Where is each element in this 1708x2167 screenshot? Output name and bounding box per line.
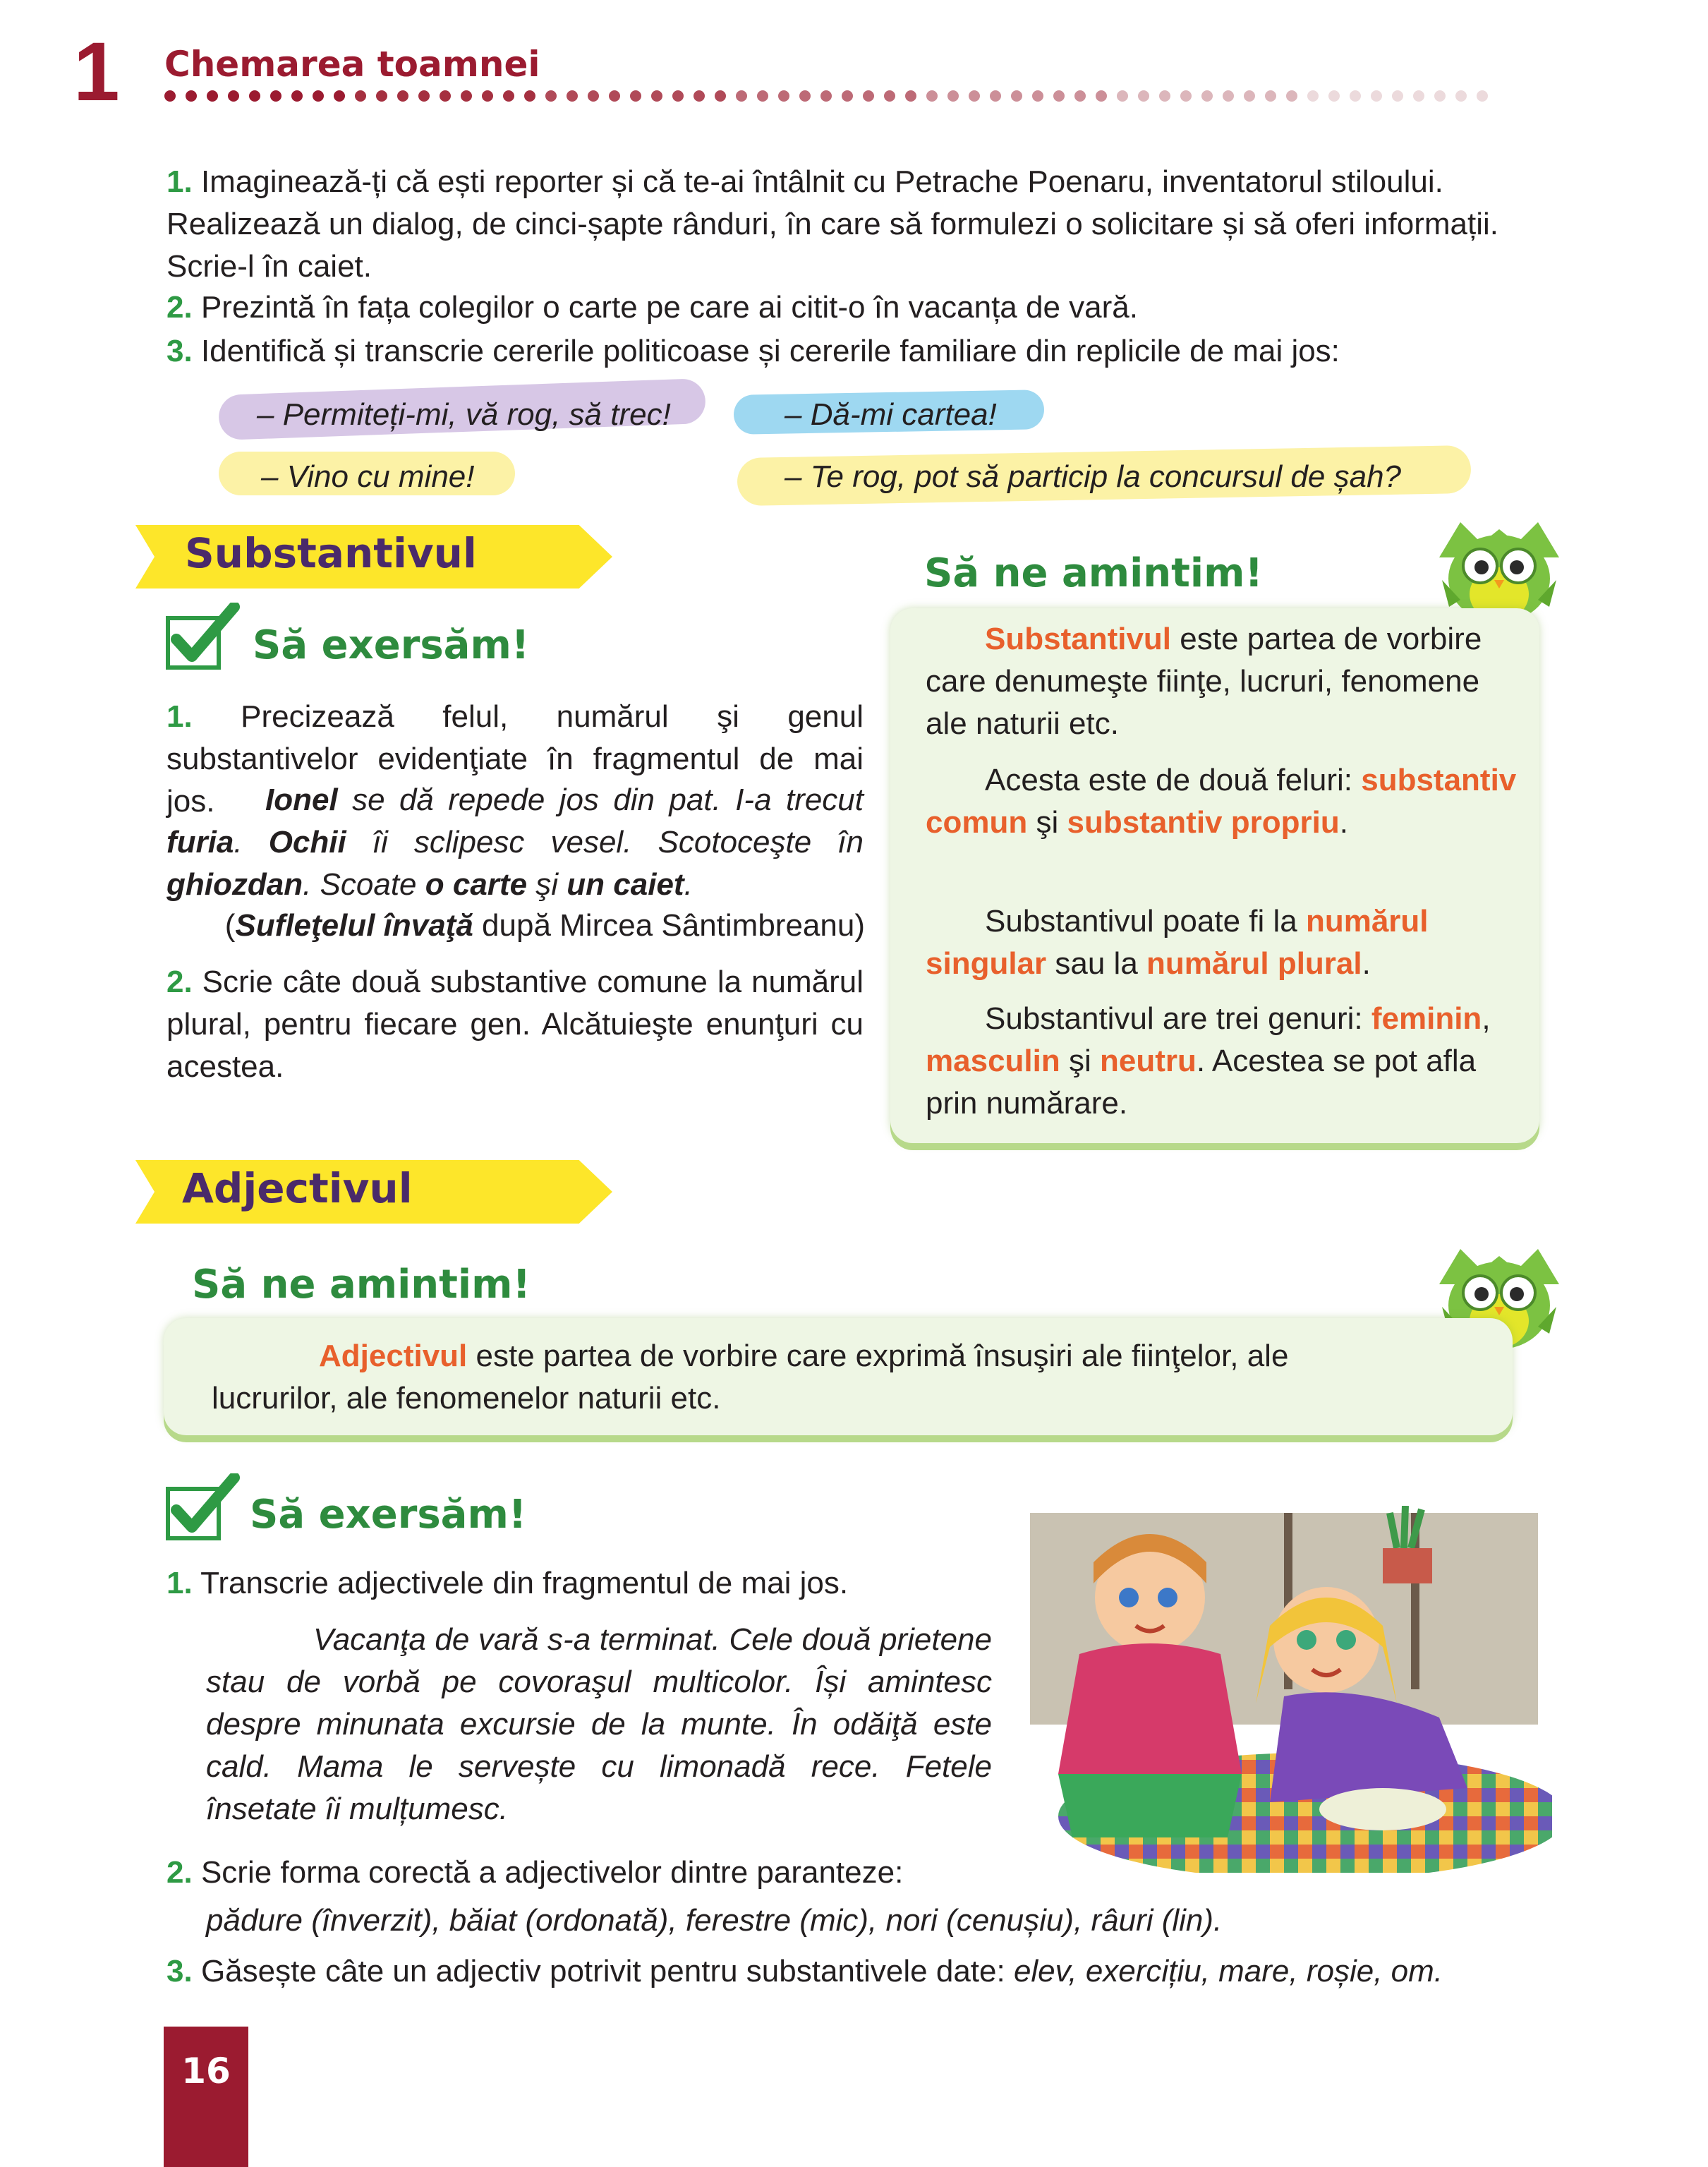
fragment-text: îi sclipesc vesel. Scotoceşte în	[346, 825, 864, 859]
checkmark-icon	[164, 1473, 241, 1544]
section-title-adjectivul: Adjectivul	[182, 1164, 413, 1212]
intro-exercise-2	[166, 286, 1542, 329]
exercise-text: Imaginează-ți că ești reporter și că te-ai întâlnit cu Petrache Poenaru, inventatorul stiloului. Realizează un dialog, de cinci-șapte rânduri, în care să formulezi o solicitare și să oferi informații. Scrie-l în caiet.	[166, 164, 1498, 284]
header-dot	[1455, 90, 1467, 102]
header-dot	[588, 90, 599, 102]
highlight-term: substantiv propriu	[1067, 805, 1340, 840]
source-open: (	[224, 908, 236, 943]
fragment-text: şi	[527, 867, 567, 902]
fragment-text: .	[684, 867, 693, 902]
header-dot	[1392, 90, 1403, 102]
header-dot	[567, 90, 578, 102]
definition-text: .	[1362, 946, 1371, 981]
header-dot	[440, 90, 451, 102]
reply-polite-2: – Te rog, pot să particip la concursul de șah?	[785, 459, 1402, 494]
header-dot	[1265, 90, 1276, 102]
exercise-items: elev, exercițiu, mare, roșie, om.	[1013, 1954, 1443, 1988]
header-dot	[1350, 90, 1361, 102]
header-dot	[313, 90, 324, 102]
exercise-number: 3.	[166, 1954, 193, 1988]
substantiv-fragment	[166, 779, 864, 906]
exercise-number: 2.	[166, 1855, 193, 1890]
highlight-term: neutru	[1099, 1044, 1197, 1078]
exercise-number: 1.	[166, 1566, 193, 1600]
section-title-substantivul: Substantivul	[185, 529, 477, 577]
fragment-text: se dă repede jos din pat. I-a trecut	[337, 783, 864, 817]
header-dot	[778, 90, 789, 102]
header-dot	[1413, 90, 1424, 102]
remember-substantiv-p1	[926, 618, 1518, 745]
header-dot	[1434, 90, 1446, 102]
header-dot	[1477, 90, 1488, 102]
exercise-text: Găsește câte un adjectiv potrivit pentru substantivele date:	[200, 1954, 1014, 1988]
definition-text: . Acestea se pot afla prin numărare.	[926, 1044, 1477, 1121]
header-dot	[863, 90, 874, 102]
chapter-title: Chemarea toamnei	[164, 44, 540, 85]
source-title: Sufleţelul învaţă	[235, 908, 473, 943]
header-dot	[1032, 90, 1043, 102]
header-dot	[1286, 90, 1297, 102]
definition-text: Acesta este de două feluri:	[985, 763, 1362, 797]
header-dot	[1180, 90, 1192, 102]
header-dot	[694, 90, 705, 102]
header-dot	[524, 90, 535, 102]
adjectiv-exercise-3	[166, 1950, 1549, 1993]
header-dot	[186, 90, 197, 102]
header-dot	[228, 90, 239, 102]
header-dot	[207, 90, 218, 102]
header-dot	[1096, 90, 1107, 102]
header-dot	[926, 90, 938, 102]
exersam-title-substantiv: Să exersăm!	[253, 622, 530, 668]
header-dot	[1074, 90, 1086, 102]
header-dot	[820, 90, 832, 102]
remember-substantiv-p3	[926, 900, 1518, 985]
header-dot	[503, 90, 514, 102]
highlight-term: feminin	[1371, 1001, 1482, 1036]
intro-exercise-3	[166, 330, 1542, 373]
exercise-text: Scrie forma corectă a adjectivelor dintre paranteze:	[200, 1855, 904, 1890]
header-dot	[1159, 90, 1170, 102]
chapter-number: 1	[73, 25, 120, 119]
header-dot	[630, 90, 641, 102]
highlight-term: numărul plural	[1146, 946, 1362, 981]
highlight-term: masculin	[926, 1044, 1060, 1078]
header-dot	[1328, 90, 1340, 102]
fragment-noun: Ochii	[268, 825, 346, 859]
definition-text: şi	[1027, 805, 1067, 840]
header-dot	[651, 90, 662, 102]
header-dot	[884, 90, 895, 102]
exercise-number: 1.	[166, 164, 193, 199]
exercise-text: Scrie câte două substantive comune la numărul plural, pentru fiecare gen. Alcătuieşte enunţuri cu acestea.	[166, 965, 864, 1084]
fragment-noun: furia	[166, 825, 234, 859]
fragment-source	[188, 905, 865, 947]
substantiv-exercise-2	[166, 961, 864, 1088]
header-dot	[1307, 90, 1319, 102]
header-dot	[418, 90, 430, 102]
header-dot	[672, 90, 684, 102]
exercise-number: 1.	[166, 699, 193, 734]
header-dot	[270, 90, 281, 102]
definition-text: şi	[1060, 1044, 1100, 1078]
header-dot	[715, 90, 726, 102]
fragment-noun: o carte	[425, 867, 528, 902]
fragment-noun: Ionel	[265, 783, 338, 817]
header-dot	[461, 90, 472, 102]
exercise-number: 2.	[166, 965, 193, 999]
header-dot	[609, 90, 620, 102]
header-dot	[736, 90, 747, 102]
header-dot	[397, 90, 408, 102]
fragment-text: .	[234, 825, 269, 859]
header-dot	[799, 90, 811, 102]
highlight-term: Adjectivul	[319, 1339, 468, 1373]
highlight-term: numărul singular	[926, 904, 1429, 981]
definition-text: este partea de vorbire care denumeşte fiinţe, lucruri, fenomene ale naturii etc.	[926, 622, 1482, 741]
definition-text: Substantivul are trei genuri:	[985, 1001, 1371, 1036]
header-dot	[334, 90, 345, 102]
adjectiv-fragment: Vacanţa de vară s-a terminat. Cele două prietene stau de vorbă pe covoraşul multicolor. Își amintesc despre minunata excursie de la munte. În odăiţă este cald. Mama le servește cu limonadă rece. Fetele însetate îi mulțumesc.	[206, 1622, 992, 1826]
exercise-text: Prezintă în fața colegilor o carte pe care ai citit-o în vacanța de vară.	[200, 290, 1138, 325]
remember-title-adjectiv: Să ne amintim!	[192, 1262, 531, 1308]
header-dot	[842, 90, 853, 102]
adjectiv-exercise-1	[166, 1562, 1013, 1605]
header-dot	[1201, 90, 1213, 102]
exercise-number: 3.	[166, 334, 193, 368]
definition-text: Substantivul poate fi la	[985, 904, 1306, 938]
page-number: 16	[181, 2051, 231, 2091]
fragment-text: . Scoate	[303, 867, 425, 902]
checkmark-icon	[164, 603, 241, 673]
adjectiv-exercise-2-items: pădure (înverzit), băiat (ordonată), ferestre (mic), nori (cenușiu), râuri (lin).	[206, 1903, 1223, 1938]
header-dot	[482, 90, 493, 102]
header-dot	[969, 90, 980, 102]
header-dot	[757, 90, 768, 102]
exercise-number: 2.	[166, 290, 193, 325]
reply-polite-1: – Permiteți-mi, vă rog, să trec!	[257, 397, 671, 432]
highlight-term: Substantivul	[985, 622, 1172, 656]
header-dot	[1117, 90, 1128, 102]
header-dot	[1053, 90, 1065, 102]
girls-talking-illustration	[1016, 1506, 1552, 1873]
header-dot	[947, 90, 959, 102]
intro-exercise-1	[166, 161, 1542, 288]
header-dot	[1011, 90, 1022, 102]
exersam-title-adjectiv: Să exersăm!	[250, 1492, 527, 1538]
highlight-term: substantiv comun	[926, 763, 1517, 840]
definition-text: sau la	[1046, 946, 1147, 981]
definition-text: .	[1339, 805, 1348, 840]
header-dot-row	[164, 90, 1491, 104]
exercise-text: Precizează felul, numărul şi genul substantivelor evidenţiate în fragmentul de mai jos.	[166, 699, 864, 819]
source-author: după Mircea Sântimbreanu)	[473, 908, 865, 943]
header-dot	[355, 90, 366, 102]
reply-familiar-1: – Dă-mi cartea!	[785, 397, 997, 432]
header-dot	[1244, 90, 1255, 102]
header-dot	[1138, 90, 1149, 102]
header-dot	[376, 90, 387, 102]
header-dot	[545, 90, 557, 102]
header-dot	[990, 90, 1001, 102]
header-dot	[164, 90, 176, 102]
header-dot	[1371, 90, 1382, 102]
remember-substantiv-p4	[926, 998, 1518, 1125]
remember-adjectiv-text	[212, 1335, 1383, 1420]
exercise-text: Transcrie adjectivele din fragmentul de mai jos.	[200, 1566, 849, 1600]
definition-text: ,	[1482, 1001, 1491, 1036]
fragment-noun: un caiet	[567, 867, 684, 902]
page-number-tab	[164, 2027, 248, 2167]
fragment-noun: ghiozdan	[166, 867, 303, 902]
header-dot	[249, 90, 260, 102]
exercise-text: Identifică și transcrie cererile politicoase și cererile familiare din replicile de mai jos:	[200, 334, 1340, 368]
remember-substantiv-p2	[926, 759, 1518, 844]
adjectiv-exercise-2	[166, 1852, 1013, 1894]
header-dot	[1223, 90, 1234, 102]
remember-title-substantiv: Să ne amintim!	[924, 550, 1264, 596]
reply-familiar-2: – Vino cu mine!	[261, 459, 475, 494]
header-dot	[291, 90, 303, 102]
definition-text: este partea de vorbire care exprimă însuşiri ale fiinţelor, ale lucrurilor, ale fenomenelor naturii etc.	[212, 1339, 1289, 1416]
header-dot	[905, 90, 916, 102]
